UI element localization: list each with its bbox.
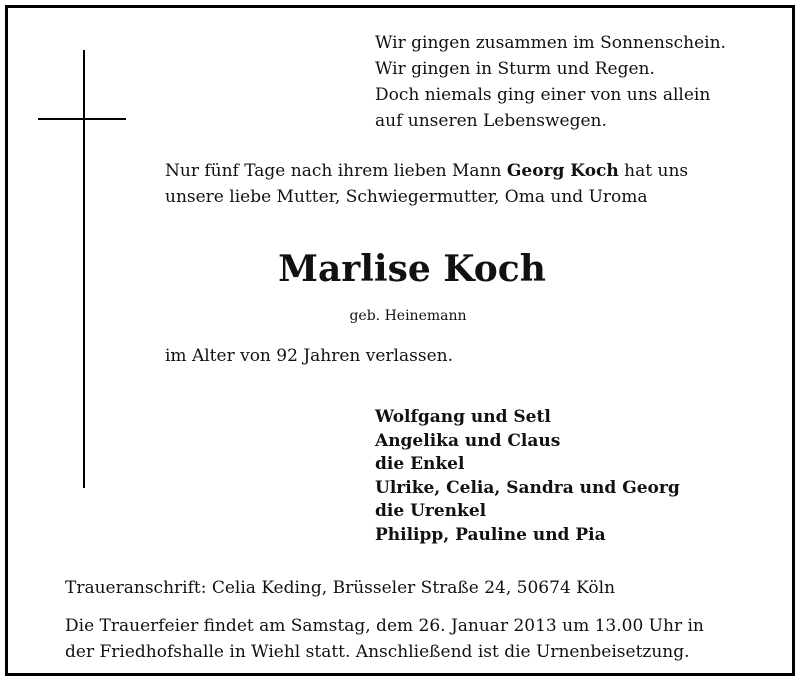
mourner-line: Wolfgang und Setl xyxy=(375,407,551,427)
mourner-line: Philipp, Pauline und Pia xyxy=(375,524,606,545)
deceased-name-text: Marlise Koch xyxy=(278,248,546,290)
mourner-line: die Urenkel xyxy=(375,501,487,521)
mourner-line: Ulrike, Celia, Sandra und Georg xyxy=(375,477,680,498)
poem xyxy=(375,30,726,134)
mourner-line: Angelika und Claus xyxy=(375,430,561,451)
intro-line-2: unsere liebe Mutter, Schwiegermutter, Oma und Uroma xyxy=(165,187,648,207)
cross-horizontal-bar xyxy=(38,118,126,120)
poem-line: auf unseren Lebenswegen. xyxy=(375,111,607,131)
maiden-name: geb. Heinemann xyxy=(349,308,467,324)
poem-line: Wir gingen zusammen im Sonnenschein. xyxy=(375,33,726,53)
funeral-notice xyxy=(65,613,704,665)
husband-name: Georg Koch xyxy=(506,161,619,181)
intro-line-1 xyxy=(165,158,688,184)
obituary-frame xyxy=(5,5,795,676)
intro-text-part: hat uns xyxy=(618,161,689,181)
funeral-line: Die Trauerfeier findet am Samstag, dem 26. Januar 2013 um 13.00 Uhr in xyxy=(65,616,704,636)
intro-text xyxy=(165,158,688,210)
mourners-list xyxy=(375,406,680,547)
poem-line: Wir gingen in Sturm und Regen. xyxy=(375,59,655,79)
poem-line: Doch niemals ging einer von uns allein xyxy=(375,85,711,105)
funeral-line: der Friedhofshalle in Wiehl statt. Anschließend ist die Urnenbeisetzung. xyxy=(65,642,690,662)
intro-text-part: Nur fünf Tage nach ihrem lieben Mann xyxy=(165,161,507,181)
mourner-line: die Enkel xyxy=(375,454,465,474)
deceased-name xyxy=(8,248,800,290)
age-line: im Alter von 92 Jahren verlassen. xyxy=(165,346,453,366)
mourning-address: Traueranschrift: Celia Keding, Brüsseler Straße 24, 50674 Köln xyxy=(65,578,616,598)
